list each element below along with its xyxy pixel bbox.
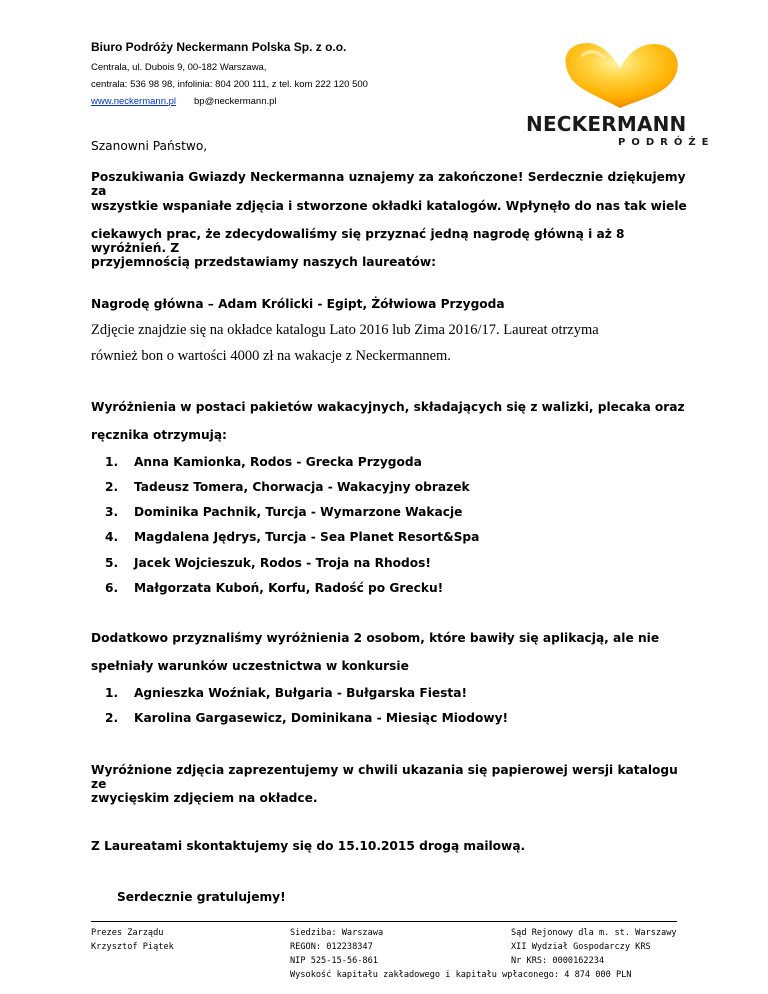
distinctions-intro-2: ręcznika otrzymują: [91, 428, 227, 442]
footer-divider [91, 921, 677, 922]
distinctions-intro-1: Wyróżnienia w postaci pakietów wakacyjnych, składających się z walizki, plecaka oraz [91, 400, 685, 414]
list-item: 2. Tadeusz Tomera, Chorwacja - Wakacyjny obrazek [105, 480, 470, 494]
footer-board-title: Prezes Zarządu [91, 928, 164, 938]
intro-line-2: wszystkie wspaniałe zdjęcia i stworzone okładki katalogów. Wpłynęło do nas tak wiele [91, 199, 687, 213]
footer-court: Sąd Rejonowy dla m. st. Warszawy [511, 928, 677, 938]
footer-nip: NIP 525-15-56-861 [290, 956, 378, 966]
contact-note: Z Laureatami skontaktujemy się do 15.10.2015 drogą mailową. [91, 839, 526, 853]
list-item: 2. Karolina Gargasewicz, Dominikana - Miesiąc Miodowy! [105, 711, 509, 725]
logo-wordmark: NECKERMANN [526, 112, 687, 136]
presentation-line-2: zwycięskim zdjęciem na okładce. [91, 791, 318, 805]
main-prize-desc-2: również bon o wartości 4000 zł na wakacje z Neckermannem. [91, 348, 451, 364]
footer-capital: Wysokość kapitału zakładowego i kapitału wpłaconego: 4 874 000 PLN [290, 970, 632, 980]
greeting: Szanowni Państwo, [91, 139, 208, 153]
intro-line-1: Poszukiwania Gwiazdy Neckermanna uznajemy za zakończone! Serdecznie dziękujemy za [91, 170, 686, 198]
intro-line-3: ciekawych prac, że zdecydowaliśmy się przyznać jedną nagrodę główną i aż 8 wyróżnień. Z [91, 227, 625, 255]
extra-intro-2: spełniały warunków uczestnictwa w konkursie [91, 659, 409, 673]
congratulations: Serdecznie gratulujemy! [117, 890, 286, 904]
list-item: 1. Agnieszka Woźniak, Bułgaria - Bułgarska Fiesta! [105, 686, 468, 700]
email-address: bp@neckermann.pl [194, 96, 277, 107]
list-item: 6. Małgorzata Kuboń, Korfu, Radość po Grecku! [105, 581, 444, 595]
company-address: Centrala, ul. Dubois 9, 00-182 Warszawa, [91, 62, 267, 73]
company-phones: centrala: 536 98 98, infolinia: 804 200 111, z tel. kom 222 120 500 [91, 79, 368, 90]
list-item: 1. Anna Kamionka, Rodos - Grecka Przygoda [105, 455, 422, 469]
extra-intro-1: Dodatkowo przyznaliśmy wyróżnienia 2 osobom, które bawiły się aplikacją, ale nie [91, 631, 660, 645]
footer-board-name: Krzysztof Piątek [91, 942, 174, 952]
intro-line-4: przyjemnością przedstawiamy naszych laureatów: [91, 255, 437, 269]
list-item: 3. Dominika Pachnik, Turcja - Wymarzone Wakacje [105, 505, 463, 519]
list-item: 5. Jacek Wojcieszuk, Rodos - Troja na Rhodos! [105, 556, 431, 570]
footer-regon: REGON: 012238347 [290, 942, 373, 952]
main-prize-heading: Nagrodę główna – Adam Królicki - Egipt, Żółwiowa Przygoda [91, 297, 505, 311]
footer-division: XII Wydział Gospodarczy KRS [511, 942, 651, 952]
logo-subtitle: PODRÓŻE [618, 137, 715, 148]
company-contacts [91, 96, 277, 107]
list-item: 4. Magdalena Jędrys, Turcja - Sea Planet Resort&Spa [105, 530, 480, 544]
company-name: Biuro Podróży Neckermann Polska Sp. z o.o. [91, 40, 347, 54]
footer-krs: Nr KRS: 0000162234 [511, 956, 605, 966]
main-prize-desc-1: Zdjęcie znajdzie się na okładce katalogu Lato 2016 lub Zima 2016/17. Laureat otrzyma [91, 322, 599, 338]
website-link[interactable]: www.neckermann.pl [91, 96, 177, 107]
presentation-line-1: Wyróżnione zdjęcia zaprezentujemy w chwili ukazania się papierowej wersji katalogu ze [91, 763, 678, 791]
footer-seat: Siedziba: Warszawa [290, 928, 384, 938]
